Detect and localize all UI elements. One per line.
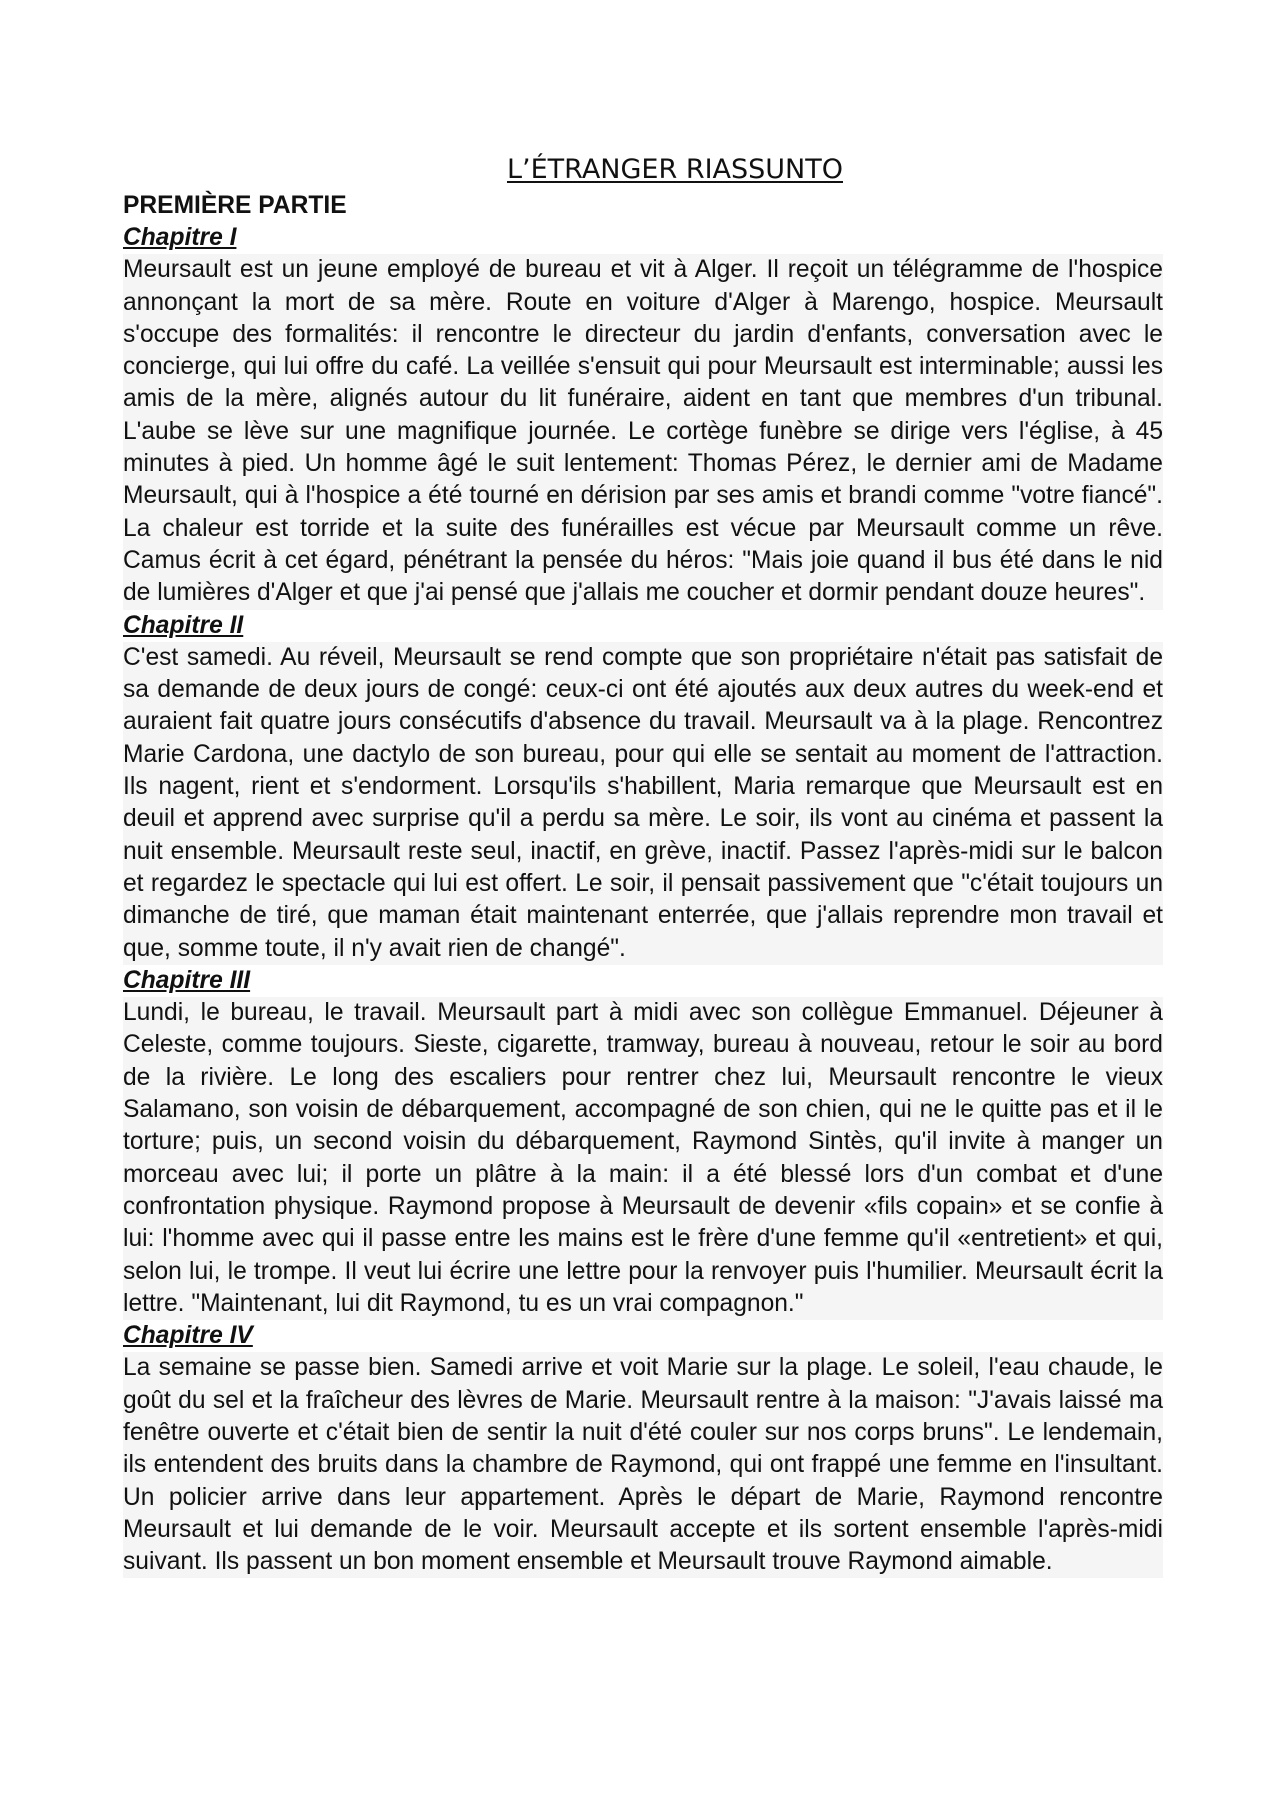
chapter-1 xyxy=(123,222,1163,610)
chapter-text: Lundi, le bureau, le travail. Meursault part à midi avec son collègue Emmanuel. Déjeuner à Celeste, comme toujours. Sieste, cigarette, tramway, bureau à nouveau, retour le soir au bord de la rivière. Le long des escaliers pour rentrer chez lui, Meursault rencontre le vieux Salamano, son voisin de débarquement, accompagné de son chien, qui ne le quitte pas et il le torture; puis, un second voisin du débarquement, Raymond Sintès, qu'il invite à manger un morceau avec lui; il porte un plâtre à la main: il a été blessé lors d'un combat et d'une confrontation physique. Raymond propose à Meursault de devenir «fils copain» et se confie à lui: l'homme avec qui il passe entre les mains est le frère d'une femme qu'il «entretient» et qui, selon lui, le trompe. Il veut lui écrire une lettre pour la renvoyer puis l'humilier. Meursault écrit la lettre. "Maintenant, lui dit Raymond, tu es un vrai compagnon." xyxy=(123,997,1163,1320)
chapter-heading: Chapitre IV xyxy=(123,1322,253,1350)
document-title: L’ÉTRANGER RIASSUNTO xyxy=(506,154,843,185)
chapter-heading: Chapitre II xyxy=(123,611,244,639)
chapter-4 xyxy=(123,1320,1163,1578)
document-body xyxy=(123,150,1163,1578)
chapter-heading: Chapitre I xyxy=(123,224,237,251)
chapter-text: C'est samedi. Au réveil, Meursault se rend compte que son propriétaire n'était pas satisfait de sa demande de deux jours de congé: ceux-ci ont été ajoutés aux deux autres du week-end et auraient fait quatre jours consécutifs d'absence du travail. Meursault va à la plage. Rencontrez Marie Cardona, une dactylo de son bureau, pour qui elle se sentait au moment de l'attraction. Ils nagent, rient et s'endorment. Lorsqu'ils s'habillent, Maria remarque que Meursault est en deuil et apprend avec surprise qu'il a perdu sa mère. Le soir, ils vont au cinéma et passent la nuit ensemble. Meursault reste seul, inactif, en grève, inactif. Passez l'après-midi sur le balcon et regardez le spectacle qui lui est offert. Le soir, il pensait passivement que "c'était toujours un dimanche de tiré, que maman était maintenant enterrée, que j'allais reprendre mon travail et que, somme toute, il n'y avait rien de changé". xyxy=(123,642,1163,965)
chapter-text: La semaine se passe bien. Samedi arrive et voit Marie sur la plage. Le soleil, l'eau chaude, le goût du sel et la fraîcheur des lèvres de Marie. Meursault rentre à la maison: "J'avais laissé ma fenêtre ouverte et c'était bien de sentir la nuit d'été couler sur nos corps bruns". Le lendemain, ils entendent des bruits dans la chambre de Raymond, qui ont frappé une femme en l'insultant. Un policier arrive dans leur appartement. Après le départ de Marie, Raymond rencontre Meursault et lui demande de le voir. Meursault accepte et ils sortent ensemble l'après-midi suivant. Ils passent un bon moment ensemble et Meursault trouve Raymond aimable. xyxy=(123,1352,1163,1578)
chapter-2 xyxy=(123,610,1163,965)
chapter-3 xyxy=(123,965,1163,1320)
chapter-heading: Chapitre III xyxy=(123,966,251,994)
chapter-text: Meursault est un jeune employé de bureau et vit à Alger. Il reçoit un télégramme de l'hospice annonçant la mort de sa mère. Route en voiture d'Alger à Marengo, hospice. Meursault s'occupe des formalités: il rencontre le directeur du jardin d'enfants, conversation avec le concierge, qui lui offre du café. La veillée s'ensuit qui pour Meursault est interminable; aussi les amis de la mère, alignés autour du lit funéraire, aident en tant que membres d'un tribunal. L'aube se lève sur une magnifique journée. Le cortège funèbre se dirige vers l'église, à 45 minutes à pied. Un homme âgé le suit lentement: Thomas Pérez, le dernier ami de Madame Meursault, qui à l'hospice a été tourné en dérision par ses amis et brandi comme "votre fiancé". La chaleur est torride et la suite des funérailles est vécue par Meursault comme un rêve. Camus écrit à cet égard, pénétrant la pensée du héros: "Mais joie quand il bus été dans le nid de lumières d'Alger et que j'ai pensé que j'allais me coucher et dormir pendant douze heures". xyxy=(123,254,1163,609)
part-heading: PREMIÈRE PARTIE xyxy=(123,192,347,219)
